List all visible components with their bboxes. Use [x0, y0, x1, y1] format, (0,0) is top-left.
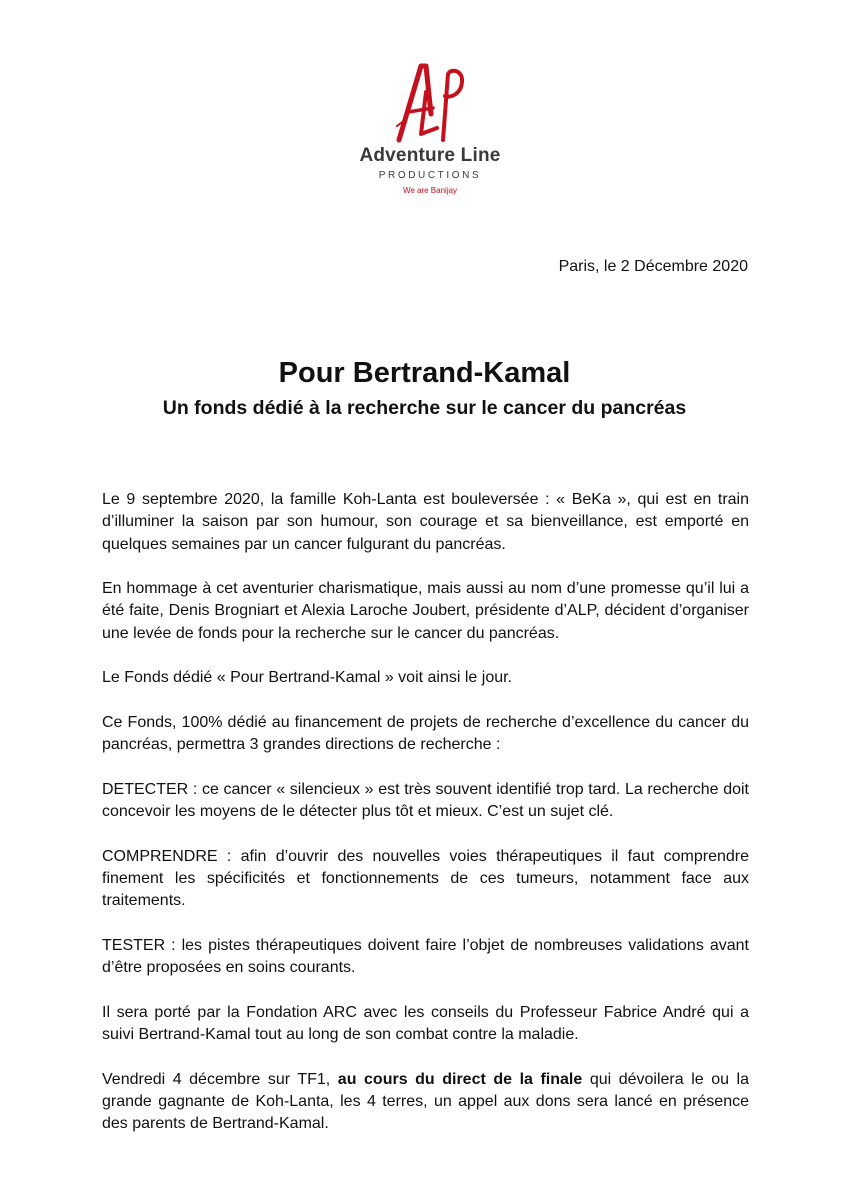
paragraph-comprendre: COMPRENDRE : afin d’ouvrir des nouvelles voies thérapeutiques il faut comprendre finement les spécificités et fonctionnements de ces tumeurs, notamment face aux traitements. — [102, 847, 749, 910]
page-title: Pour Bertrand-Kamal — [278, 357, 571, 389]
tf1-text-start: Vendredi 4 décembre sur TF1, — [102, 1070, 338, 1088]
logo-tagline: We are Banijay — [402, 186, 458, 195]
tf1-text-end: qui dévoilera le ou la grande gagnante de Koh-Lanta, les 4 terres, un appel aux dons sera lancé en présence des parents de Bertrand-Kamal. — [102, 1070, 749, 1133]
alp-logo-mark — [393, 62, 465, 144]
alp-logo — [355, 62, 505, 207]
page-subtitle: Un fonds dédié à la recherche sur le cancer du pancréas — [162, 397, 687, 419]
paragraph-fonds-purpose: Ce Fonds, 100% dédié au financement de projets de recherche d’excellence du cancer du pancréas, permettra 3 grandes directions de recherche : — [102, 713, 749, 754]
paragraph-tester: TESTER : les pistes thérapeutiques doivent faire l’objet de nombreuses validations avant d’être proposées en soins courants. — [102, 936, 749, 977]
date-line: Paris, le 2 Décembre 2020 — [558, 258, 748, 275]
paragraph-hommage: En hommage à cet aventurier charismatique, mais aussi au nom d’une promesse qu’il lui a été faite, Denis Brogniart et Alexia Laroche Joubert, présidente d’ALP, décident d’organiser une levée de fonds pour la recherche sur le cancer du pancréas. — [102, 580, 749, 642]
paragraph-fondation: Il sera porté par la Fondation ARC avec les conseils du Professeur Fabrice André qui a suivi Bertrand-Kamal tout au long de son combat contre la maladie. — [102, 1003, 749, 1044]
tf1-text-bold: au cours du direct de la finale — [337, 1070, 583, 1088]
paragraph-tf1 — [102, 1069, 749, 1136]
paragraph-intro: Le 9 septembre 2020, la famille Koh-Lanta est bouleversée : « BeKa », qui est en train d’illuminer la saison par son humour, son courage et sa bienveillance, est emporté en quelques semaines par un cancer fulgurant du pancréas. — [102, 491, 749, 553]
logo-company-name: Adventure Line — [359, 145, 501, 166]
logo-productions: PRODUCTIONS — [378, 170, 482, 181]
press-release-body — [102, 489, 749, 1136]
paragraph-detecter: DETECTER : ce cancer « silencieux » est très souvent identifié trop tard. La recherche doit concevoir les moyens de le détecter plus tôt et mieux. C’est un sujet clé. — [102, 780, 749, 821]
paragraph-fonds-name: Le Fonds dédié « Pour Bertrand-Kamal » voit ainsi le jour. — [102, 669, 513, 687]
